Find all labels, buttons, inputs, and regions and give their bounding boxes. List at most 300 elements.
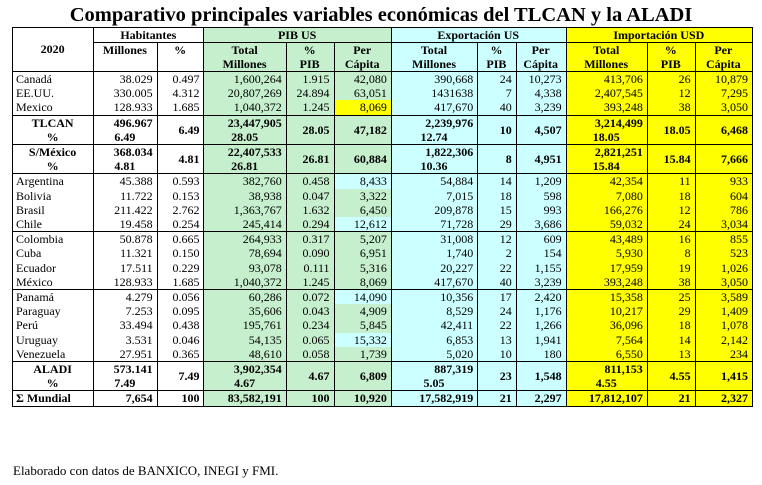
data-cell: 3,686 <box>516 217 566 232</box>
data-cell: 25 <box>647 290 695 305</box>
source-note: Elaborado con datos de BANXICO, INEGI y FMI. <box>13 463 279 478</box>
data-cell: 6,550 <box>566 347 647 362</box>
aggregate-value: 6,468 <box>695 115 752 144</box>
data-cell: 1.685 <box>157 100 204 115</box>
data-cell: 1,600,264 <box>204 72 286 87</box>
country-name: Cuba <box>13 246 94 260</box>
data-cell: 48,610 <box>204 347 286 362</box>
table-row <box>13 232 753 247</box>
country-name: Canadá <box>13 72 94 87</box>
data-cell: 1,078 <box>695 318 752 332</box>
data-cell: 20,807,269 <box>204 86 286 100</box>
aggregate-value: 3,214,499 <box>566 115 647 130</box>
data-cell: 1,941 <box>516 333 566 347</box>
country-name: Uruguay <box>13 333 94 347</box>
table-row <box>13 100 753 115</box>
data-cell: 0.056 <box>157 290 204 305</box>
aggregate-value: 2,239,976 <box>391 115 477 130</box>
country-name: Mexico <box>13 100 94 115</box>
data-cell: 1,409 <box>695 304 752 318</box>
data-cell: 10,273 <box>516 72 566 87</box>
country-name: Chile <box>13 217 94 232</box>
data-cell: 3,322 <box>334 189 391 203</box>
data-cell: 3,050 <box>695 275 752 290</box>
data-cell: 264,933 <box>204 232 286 247</box>
aggregate-value: 47,182 <box>334 115 391 144</box>
aggregate-pct-label: % <box>13 130 94 145</box>
data-cell: 11.722 <box>94 189 157 203</box>
data-cell: 13 <box>647 347 695 362</box>
table-row <box>13 246 753 260</box>
data-cell: 18 <box>647 318 695 332</box>
table-row <box>13 261 753 275</box>
table-row <box>13 189 753 203</box>
country-name: Venezuela <box>13 347 94 362</box>
aggregate-value: 60,884 <box>334 145 391 174</box>
col-millones: Millones <box>94 43 157 58</box>
data-cell: 0.153 <box>157 189 204 203</box>
aggregate-value: 3,902,354 <box>204 362 286 377</box>
aggregate-value: 18.05 <box>647 115 695 144</box>
comparison-table <box>12 27 753 407</box>
aggregate-value: 4.81 <box>157 145 204 174</box>
col-imp-pct-sub: PIB <box>647 57 695 72</box>
data-cell: 18 <box>647 189 695 203</box>
data-cell: 1431638 <box>391 86 477 100</box>
data-cell: 12 <box>647 86 695 100</box>
mundial-value: 17,582,919 <box>391 391 477 406</box>
data-cell: 1.685 <box>157 275 204 290</box>
data-cell: 14 <box>647 333 695 347</box>
year-header: 2020 <box>13 28 94 72</box>
col-pib-total-sub: Millones <box>204 57 286 72</box>
data-cell: 18 <box>478 189 517 203</box>
data-cell: 0.254 <box>157 217 204 232</box>
header-row-cols <box>13 43 753 58</box>
data-cell: 4,909 <box>334 304 391 318</box>
data-cell: 2,407,545 <box>566 86 647 100</box>
data-cell: 43,489 <box>566 232 647 247</box>
data-cell: 128.933 <box>94 100 157 115</box>
aggregate-pct-value: 4.81 <box>94 159 157 174</box>
col-exp-total: Total <box>391 43 477 58</box>
data-cell: 5,845 <box>334 318 391 332</box>
aggregate-pct-value: 6.49 <box>94 130 157 145</box>
data-cell: 855 <box>695 232 752 247</box>
data-cell: 6,450 <box>334 203 391 217</box>
data-cell: 24.894 <box>286 86 334 100</box>
aggregate-value: 368.034 <box>94 145 157 160</box>
data-cell: 38,938 <box>204 189 286 203</box>
aggregate-pct-value: 15.84 <box>566 159 647 174</box>
data-cell: 36,096 <box>566 318 647 332</box>
data-cell: 35,606 <box>204 304 286 318</box>
data-cell: 0.497 <box>157 72 204 87</box>
aggregate-pct-value: 10.36 <box>391 159 477 174</box>
data-cell: 54,884 <box>391 174 477 189</box>
col-exp-per: Per <box>516 43 566 58</box>
data-cell: 12 <box>647 203 695 217</box>
data-cell: 7,564 <box>566 333 647 347</box>
data-cell: 5,020 <box>391 347 477 362</box>
data-cell: 59,032 <box>566 217 647 232</box>
country-name: EE.UU. <box>13 86 94 100</box>
data-cell: 382,760 <box>204 174 286 189</box>
col-pib-pct-sub: PIB <box>286 57 334 72</box>
col-imp-per: Per <box>695 43 752 58</box>
data-cell: 7,015 <box>391 189 477 203</box>
data-cell: 0.294 <box>286 217 334 232</box>
aggregate-pct-value: 12.74 <box>391 130 477 145</box>
data-cell: 2 <box>478 246 517 260</box>
data-cell: 1.915 <box>286 72 334 87</box>
mundial-value: 10,920 <box>334 391 391 406</box>
data-cell: 38 <box>647 100 695 115</box>
data-cell: 40 <box>478 100 517 115</box>
data-cell: 390,668 <box>391 72 477 87</box>
header-row-sub <box>13 57 753 72</box>
data-cell: 417,670 <box>391 275 477 290</box>
page-title: Comparativo principales variables económicas del TLCAN y la ALADI <box>69 4 693 26</box>
aggregate-value: 573.141 <box>94 362 157 377</box>
aggregate-value: 23,447,905 <box>204 115 286 130</box>
data-cell: 29 <box>478 217 517 232</box>
country-name: Brasil <box>13 203 94 217</box>
data-cell: 10,879 <box>695 72 752 87</box>
data-cell: 180 <box>516 347 566 362</box>
data-cell: 45.388 <box>94 174 157 189</box>
mundial-value: 7,654 <box>94 391 157 406</box>
data-cell: 0.150 <box>157 246 204 260</box>
data-cell: 22 <box>478 318 517 332</box>
data-cell: 2,420 <box>516 290 566 305</box>
header-row-groups <box>13 28 753 43</box>
aggregate-row <box>13 145 753 160</box>
data-cell: 16 <box>647 232 695 247</box>
data-cell: 42,080 <box>334 72 391 87</box>
data-cell: 393,248 <box>566 275 647 290</box>
col-imp-total-sub: Millones <box>566 57 647 72</box>
data-cell: 1,155 <box>516 261 566 275</box>
data-cell: 22 <box>478 261 517 275</box>
data-cell: 1.245 <box>286 275 334 290</box>
col-exp-per-sub: Cápita <box>516 57 566 72</box>
aggregate-pct-value: 28.05 <box>204 130 286 145</box>
data-cell: 1,209 <box>516 174 566 189</box>
data-cell: 17,959 <box>566 261 647 275</box>
aggregate-value: 6,809 <box>334 362 391 391</box>
data-cell: 19 <box>647 261 695 275</box>
aggregate-value: 26.81 <box>286 145 334 174</box>
data-cell: 234 <box>695 347 752 362</box>
data-cell: 1,739 <box>334 347 391 362</box>
data-cell: 0.234 <box>286 318 334 332</box>
data-cell: 209,878 <box>391 203 477 217</box>
data-cell: 330.005 <box>94 86 157 100</box>
data-cell: 71,728 <box>391 217 477 232</box>
data-cell: 7 <box>478 86 517 100</box>
data-cell: 1,026 <box>695 261 752 275</box>
data-cell: 63,051 <box>334 86 391 100</box>
data-cell: 24 <box>647 217 695 232</box>
data-cell: 5,930 <box>566 246 647 260</box>
data-cell: 993 <box>516 203 566 217</box>
data-cell: 0.065 <box>286 333 334 347</box>
group-importacion: Importación USD <box>566 28 752 43</box>
data-cell: 0.111 <box>286 261 334 275</box>
data-cell: 598 <box>516 189 566 203</box>
data-cell: 11.321 <box>94 246 157 260</box>
data-cell: 1,176 <box>516 304 566 318</box>
data-cell: 5,207 <box>334 232 391 247</box>
data-cell: 604 <box>695 189 752 203</box>
data-cell: 78,694 <box>204 246 286 260</box>
data-cell: 15,358 <box>566 290 647 305</box>
data-cell: 60,286 <box>204 290 286 305</box>
col-pct: % <box>157 43 204 58</box>
data-cell: 0.458 <box>286 174 334 189</box>
data-cell: 31,008 <box>391 232 477 247</box>
data-cell: 17 <box>478 290 517 305</box>
group-exportacion: Exportación US <box>391 28 566 43</box>
total-mundial-row <box>13 391 753 406</box>
data-cell: 17.511 <box>94 261 157 275</box>
data-cell: 6,853 <box>391 333 477 347</box>
col-exp-total-sub: Millones <box>391 57 477 72</box>
aggregate-value: 4,951 <box>516 145 566 174</box>
aggregate-pct-label: % <box>13 376 94 391</box>
table-row <box>13 174 753 189</box>
data-cell: 523 <box>695 246 752 260</box>
aggregate-value: 4,507 <box>516 115 566 144</box>
data-cell: 933 <box>695 174 752 189</box>
data-cell: 1,740 <box>391 246 477 260</box>
data-cell: 33.494 <box>94 318 157 332</box>
data-cell: 15,332 <box>334 333 391 347</box>
data-cell: 1.245 <box>286 100 334 115</box>
data-cell: 12 <box>478 232 517 247</box>
aggregate-value: 1,548 <box>516 362 566 391</box>
data-cell: 166,276 <box>566 203 647 217</box>
aggregate-pct-label: % <box>13 159 94 174</box>
data-cell: 0.365 <box>157 347 204 362</box>
data-cell: 0.047 <box>286 189 334 203</box>
mundial-value: 2,297 <box>516 391 566 406</box>
data-cell: 5,316 <box>334 261 391 275</box>
col-exp-pct-sub: PIB <box>478 57 517 72</box>
mundial-value: 2,327 <box>695 391 752 406</box>
data-cell: 14 <box>478 174 517 189</box>
aggregate-pct-value: 7.49 <box>94 376 157 391</box>
data-cell: 24 <box>478 72 517 87</box>
data-cell: 0.665 <box>157 232 204 247</box>
table-row <box>13 318 753 332</box>
data-cell: 7.253 <box>94 304 157 318</box>
aggregate-value: 811,153 <box>566 362 647 377</box>
data-cell: 14,090 <box>334 290 391 305</box>
table-row <box>13 275 753 290</box>
data-cell: 3,589 <box>695 290 752 305</box>
table-row <box>13 72 753 87</box>
data-cell: 8,529 <box>391 304 477 318</box>
data-cell: 128.933 <box>94 275 157 290</box>
table-row <box>13 86 753 100</box>
aggregate-value: 496.967 <box>94 115 157 130</box>
data-cell: 0.229 <box>157 261 204 275</box>
data-cell: 4.312 <box>157 86 204 100</box>
data-cell: 15 <box>478 203 517 217</box>
aggregate-row <box>13 115 753 130</box>
data-cell: 154 <box>516 246 566 260</box>
table-row <box>13 347 753 362</box>
mundial-value: 21 <box>478 391 517 406</box>
aggregate-value: 2,821,251 <box>566 145 647 160</box>
aggregate-value: 4.55 <box>647 362 695 391</box>
data-cell: 24 <box>478 304 517 318</box>
table-row <box>13 290 753 305</box>
data-cell: 3,239 <box>516 100 566 115</box>
aggregate-value: 887,319 <box>391 362 477 377</box>
data-cell: 0.058 <box>286 347 334 362</box>
data-cell: 38 <box>647 275 695 290</box>
data-cell: 8,069 <box>334 275 391 290</box>
mundial-value: 100 <box>286 391 334 406</box>
col-pib-total: Total <box>204 43 286 58</box>
mundial-value: 100 <box>157 391 204 406</box>
data-cell: 0.317 <box>286 232 334 247</box>
group-pib: PIB US <box>204 28 391 43</box>
data-cell: 4.279 <box>94 290 157 305</box>
data-cell: 1,040,372 <box>204 275 286 290</box>
aggregate-value: 15.84 <box>647 145 695 174</box>
aggregate-value: 6.49 <box>157 115 204 144</box>
data-cell: 8,069 <box>334 100 391 115</box>
country-name: Argentina <box>13 174 94 189</box>
data-cell: 10,217 <box>566 304 647 318</box>
data-cell: 20,227 <box>391 261 477 275</box>
country-name: Bolivia <box>13 189 94 203</box>
data-cell: 4,338 <box>516 86 566 100</box>
mundial-value: 21 <box>647 391 695 406</box>
data-cell: 2,142 <box>695 333 752 347</box>
aggregate-value: 1,822,306 <box>391 145 477 160</box>
group-habitantes: Habitantes <box>94 28 204 43</box>
data-cell: 42,411 <box>391 318 477 332</box>
data-cell: 12,612 <box>334 217 391 232</box>
data-cell: 0.593 <box>157 174 204 189</box>
col-exp-pct: % <box>478 43 517 58</box>
data-cell: 393,248 <box>566 100 647 115</box>
data-cell: 1,266 <box>516 318 566 332</box>
mundial-value: 17,812,107 <box>566 391 647 406</box>
data-cell: 786 <box>695 203 752 217</box>
data-cell: 245,414 <box>204 217 286 232</box>
aggregate-pct-value: 26.81 <box>204 159 286 174</box>
aggregate-value: 22,407,533 <box>204 145 286 160</box>
data-cell: 0.438 <box>157 318 204 332</box>
data-cell: 38.029 <box>94 72 157 87</box>
data-cell: 10 <box>478 347 517 362</box>
country-name: Ecuador <box>13 261 94 275</box>
col-imp-total: Total <box>566 43 647 58</box>
data-cell: 3,050 <box>695 100 752 115</box>
data-cell: 609 <box>516 232 566 247</box>
aggregate-row <box>13 362 753 377</box>
data-cell: 2.762 <box>157 203 204 217</box>
data-cell: 3,034 <box>695 217 752 232</box>
col-pib-per: Per <box>334 43 391 58</box>
data-cell: 42,354 <box>566 174 647 189</box>
data-cell: 11 <box>647 174 695 189</box>
mundial-value: 83,582,191 <box>204 391 286 406</box>
aggregate-pct-value: 4.55 <box>566 376 647 391</box>
col-imp-per-sub: Cápita <box>695 57 752 72</box>
aggregate-value: 4.67 <box>286 362 334 391</box>
data-cell: 93,078 <box>204 261 286 275</box>
data-cell: 195,761 <box>204 318 286 332</box>
mundial-label: Σ Mundial <box>13 391 94 406</box>
aggregate-value: 7,666 <box>695 145 752 174</box>
data-cell: 417,670 <box>391 100 477 115</box>
table-row <box>13 203 753 217</box>
aggregate-value: 10 <box>478 115 517 144</box>
data-cell: 8 <box>647 246 695 260</box>
country-name: Colombia <box>13 232 94 247</box>
table-row <box>13 217 753 232</box>
data-cell: 0.043 <box>286 304 334 318</box>
data-cell: 0.095 <box>157 304 204 318</box>
country-name: Panamá <box>13 290 94 305</box>
data-cell: 0.072 <box>286 290 334 305</box>
data-cell: 7,295 <box>695 86 752 100</box>
aggregate-pct-value: 5.05 <box>391 376 477 391</box>
data-cell: 0.090 <box>286 246 334 260</box>
data-cell: 1,363,767 <box>204 203 286 217</box>
data-cell: 29 <box>647 304 695 318</box>
aggregate-pct-value: 18.05 <box>566 130 647 145</box>
data-cell: 1,040,372 <box>204 100 286 115</box>
aggregate-value: 28.05 <box>286 115 334 144</box>
data-cell: 3.531 <box>94 333 157 347</box>
data-cell: 19.458 <box>94 217 157 232</box>
country-name: Perú <box>13 318 94 332</box>
aggregate-label: ALADI <box>13 362 94 377</box>
data-cell: 27.951 <box>94 347 157 362</box>
data-cell: 8,433 <box>334 174 391 189</box>
table-row <box>13 304 753 318</box>
aggregate-label: S/México <box>13 145 94 160</box>
aggregate-value: 8 <box>478 145 517 174</box>
data-cell: 6,951 <box>334 246 391 260</box>
aggregate-pct-value: 4.67 <box>204 376 286 391</box>
aggregate-label: TLCAN <box>13 115 94 130</box>
data-cell: 1.632 <box>286 203 334 217</box>
col-pib-per-sub: Cápita <box>334 57 391 72</box>
data-cell: 40 <box>478 275 517 290</box>
table-row <box>13 333 753 347</box>
col-imp-pct: % <box>647 43 695 58</box>
data-cell: 7,080 <box>566 189 647 203</box>
data-cell: 13 <box>478 333 517 347</box>
data-cell: 3,239 <box>516 275 566 290</box>
col-pib-pct: % <box>286 43 334 58</box>
data-cell: 10,356 <box>391 290 477 305</box>
data-cell: 26 <box>647 72 695 87</box>
aggregate-value: 1,415 <box>695 362 752 391</box>
aggregate-value: 7.49 <box>157 362 204 391</box>
data-cell: 0.046 <box>157 333 204 347</box>
data-cell: 211.422 <box>94 203 157 217</box>
